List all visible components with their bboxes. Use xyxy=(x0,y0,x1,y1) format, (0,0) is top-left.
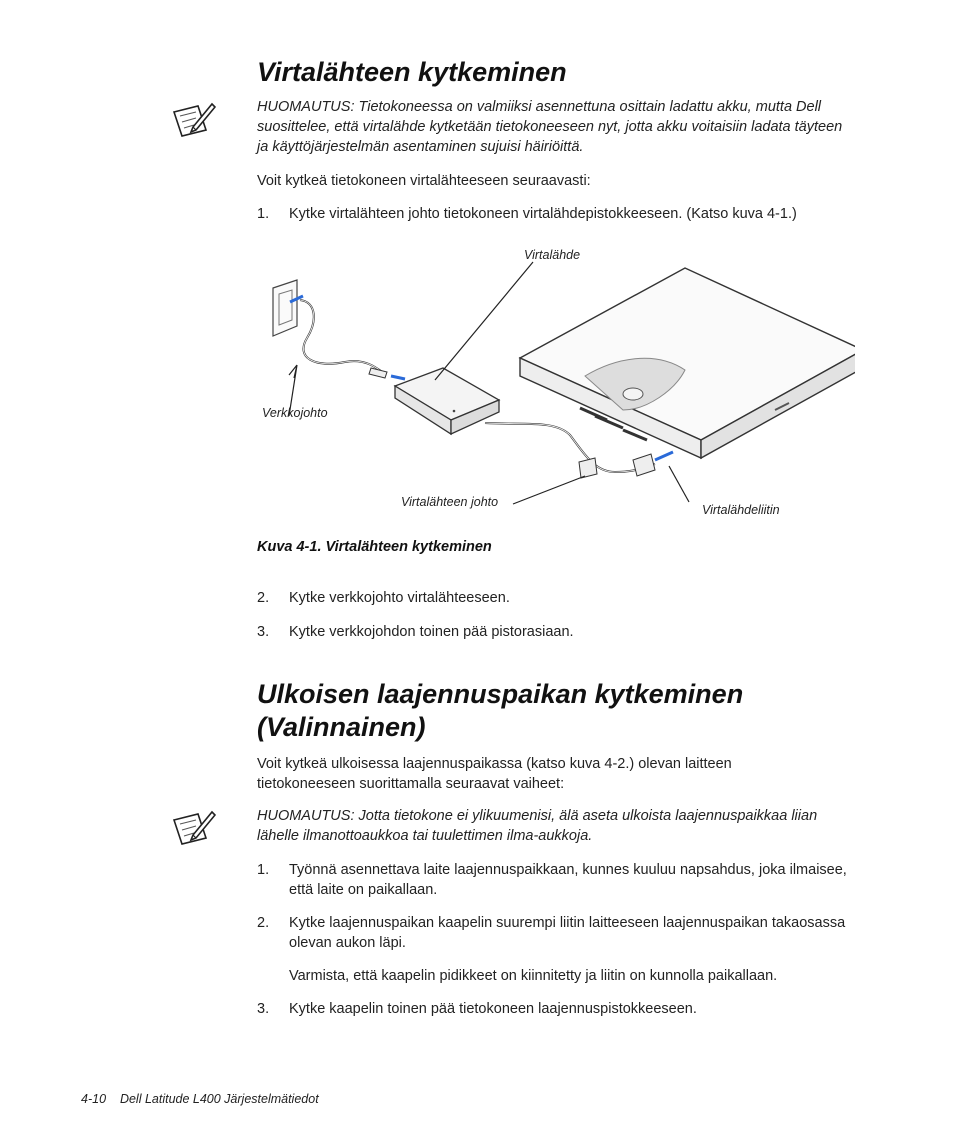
label-dc-cable: Virtalähteen johto xyxy=(401,495,499,509)
step-number: 1. xyxy=(257,862,270,878)
step-item xyxy=(257,622,857,642)
step-text: Kytke laajennuspaikan kaapelin suurempi liitin laitteeseen laajennuspaikan takaosassa olevan aukon läpi. xyxy=(289,915,846,951)
step-number: 2. xyxy=(257,590,270,606)
figure-caption: Kuva 4-1. Virtalähteen kytkeminen xyxy=(257,539,492,555)
section-title-line: Ulkoisen laajennuspaikan kytkeminen xyxy=(257,679,744,709)
step-item xyxy=(257,204,857,224)
note-pencil-icon xyxy=(172,100,216,140)
figure-power-connection xyxy=(255,240,855,530)
note-power: HUOMAUTUS: Tietokoneessa on valmiiksi asennettuna osittain ladattu akku, mutta Dell suosittelee, että virtalähde kytketään tietokoneeseen nyt, jotta akku voitaisiin ladata täyteen ja käyttöjärjestelmän asentaminen sujuisi häiriöittä. xyxy=(257,99,843,155)
label-ac-cord: Verkkojohto xyxy=(262,406,328,420)
step-text: Kytke verkkojohto virtalähteeseen. xyxy=(289,590,510,606)
step-text: Kytke virtalähteen johto tietokoneen virtalähdepistokkeeseen. (Katso kuva 4-1.) xyxy=(289,206,797,222)
wall-outlet xyxy=(273,280,297,336)
label-power-connector: Virtalähdeliitin xyxy=(702,503,780,517)
section-title-expansion xyxy=(257,678,743,744)
step-number: 3. xyxy=(257,624,270,640)
label-power-supply: Virtalähde xyxy=(524,248,581,262)
step-item xyxy=(257,860,857,900)
page-footer xyxy=(81,1092,319,1106)
step-number: 2. xyxy=(257,915,270,931)
note-expansion: HUOMAUTUS: Jotta tietokone ei ylikuumenisi, älä aseta ulkoista laajennuspaikkaa liian lähelle ilmanottoaukkoa tai tuulettimen ilma-aukkoja. xyxy=(257,808,818,844)
step-number: 1. xyxy=(257,206,270,222)
note-pencil-icon xyxy=(172,808,216,848)
power-supply-brick xyxy=(395,368,499,434)
step-text: Työnnä asennettava laite laajennuspaikkaan, kunnes kuuluu napsahdus, joka ilmaisee, että laite on paikallaan. xyxy=(289,862,847,898)
intro-expansion: Voit kytkeä ulkoisessa laajennuspaikassa (katso kuva 4-2.) olevan laitteen tietokoneeseen suorittamalla seuraavat vaiheet: xyxy=(257,756,732,792)
intro-power: Voit kytkeä tietokoneen virtalähteeseen seuraavasti: xyxy=(257,173,591,189)
step-text: Kytke kaapelin toinen pää tietokoneen laajennuspistokkeeseen. xyxy=(289,1001,697,1017)
page-number: 4-10 xyxy=(81,1092,107,1106)
book-title: Dell Latitude L400 Järjestelmätiedot xyxy=(119,1092,319,1106)
step-item xyxy=(257,588,857,608)
section-title-line: (Valinnainen) xyxy=(257,712,426,742)
step-note: Varmista, että kaapelin pidikkeet on kiinnitetty ja liitin on kunnolla paikallaan. xyxy=(289,968,778,984)
step-item xyxy=(257,999,857,1019)
laptop-computer xyxy=(520,268,855,458)
step-item xyxy=(257,913,857,953)
step-text: Kytke verkkojohdon toinen pää pistorasiaan. xyxy=(289,624,574,640)
section-title-power: Virtalähteen kytkeminen xyxy=(257,57,567,87)
step-number: 3. xyxy=(257,1001,270,1017)
